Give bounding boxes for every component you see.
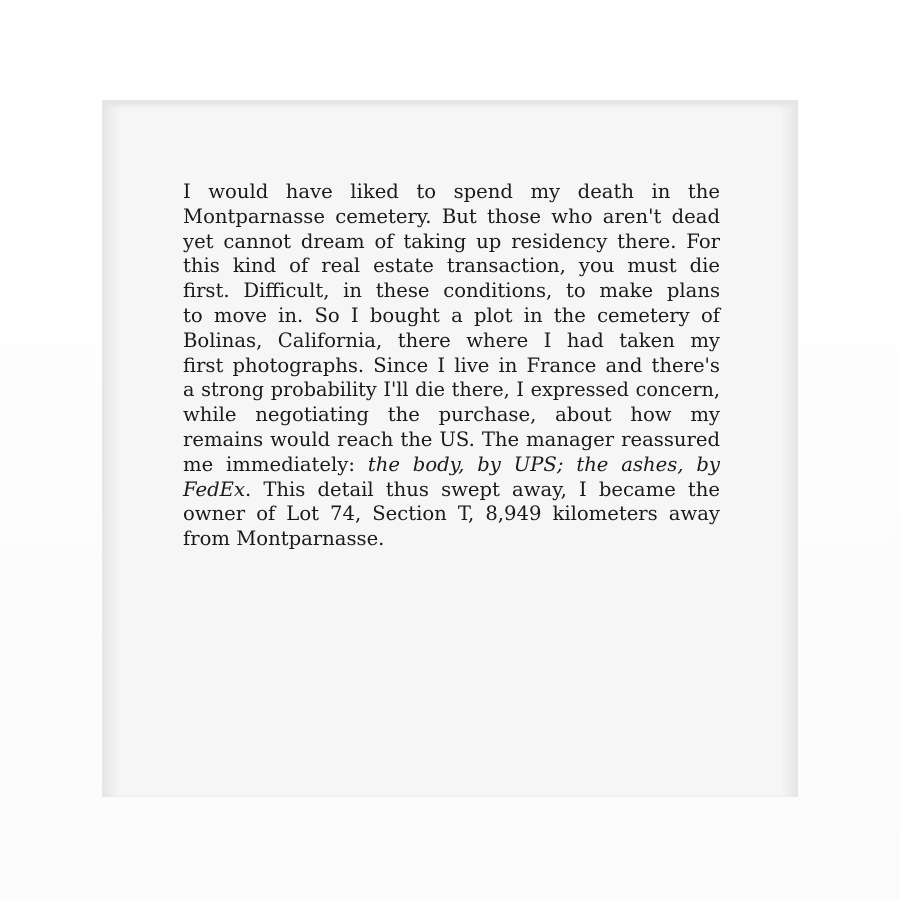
text-line: Montparnasse cemetery. But those who aren't dead: [183, 204, 720, 228]
frame-shadow-left: [102, 100, 120, 797]
text-line: remains would reach the US. The manager reassured: [183, 427, 720, 451]
text-line: a strong probability I'll die there, I expressed concern,: [183, 378, 720, 402]
text-line: to move in. So I bought a plot in the cemetery of: [183, 303, 720, 327]
text-line: Bolinas, California, there where I had taken my: [183, 328, 720, 352]
text-panel: [183, 180, 720, 552]
text-fragment: me immediately:: [183, 452, 368, 476]
italic-quote: the body, by UPS; the ashes, by: [367, 452, 720, 476]
frame-shadow-top: [102, 100, 798, 110]
text-line: I would have liked to spend my death in the: [183, 180, 720, 203]
text-line: this kind of real estate transaction, you must die: [183, 254, 720, 278]
frame-shadow-right: [780, 100, 798, 797]
text-fragment: . This detail thus swept away, I became the: [245, 477, 720, 501]
text-line-mixed: [183, 453, 720, 478]
text-line: from Montparnasse.: [183, 527, 385, 551]
text-line-mixed: [183, 478, 720, 503]
text-line: first photographs. Since I live in France and there's: [183, 353, 720, 377]
italic-quote: FedEx: [183, 477, 246, 501]
text-line: owner of Lot 74, Section T, 8,949 kilometers away: [183, 502, 720, 526]
text-line: yet cannot dream of taking up residency there. For: [183, 229, 720, 253]
text-line: first. Difficult, in these conditions, to make plans: [183, 279, 720, 303]
text-line: while negotiating the purchase, about how my: [183, 403, 720, 427]
